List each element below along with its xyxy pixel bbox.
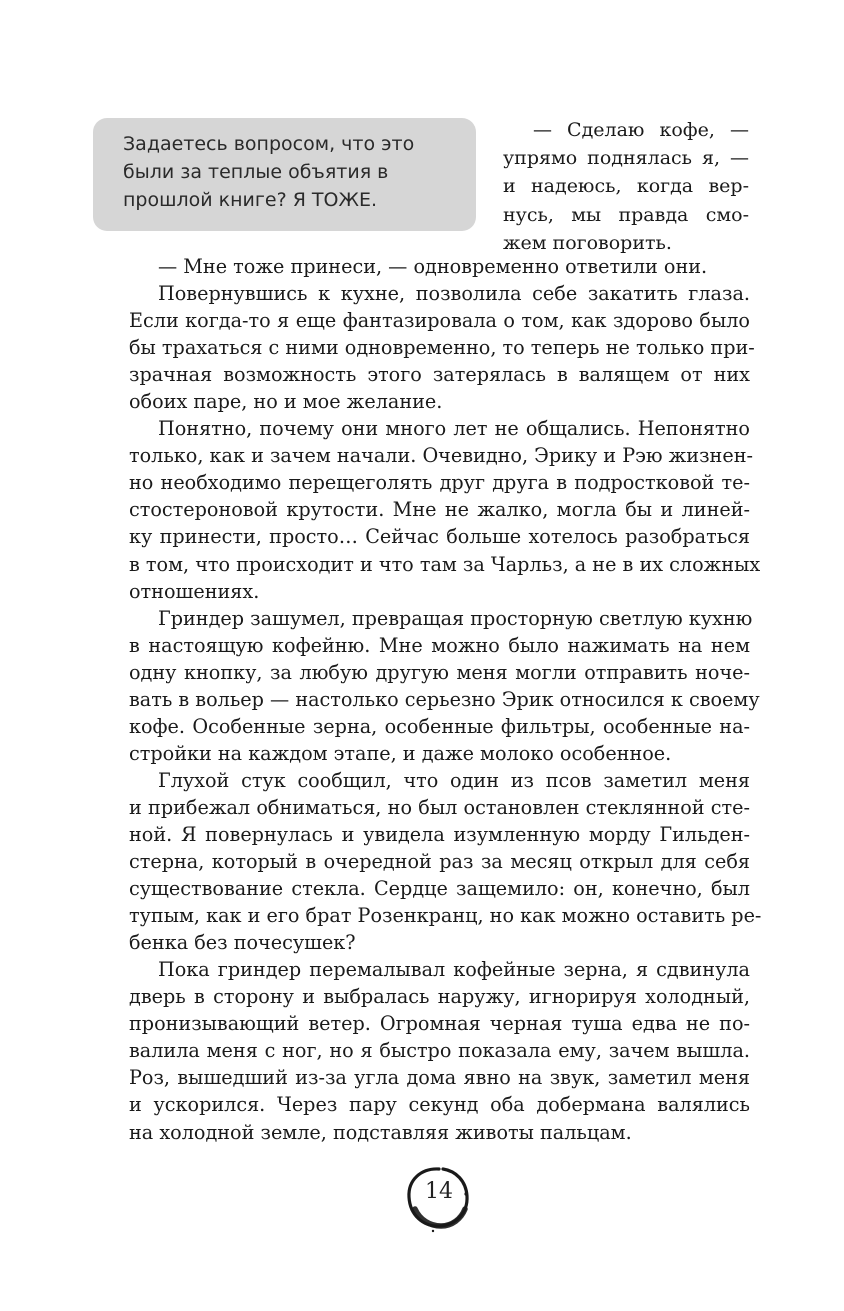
text-line: обоих паре, но и мое желание. — [129, 390, 443, 414]
paragraph — [129, 253, 750, 280]
text-line: существование стекла. Сердце защемило: он, конечно, был — [129, 877, 750, 901]
text-line: стерна, который в очередной раз за месяц открыл для себя — [129, 850, 750, 874]
text-line: Глухой стук сообщил, что один из псов заметил меня — [158, 768, 750, 792]
text-line: дверь в сторону и выбралась наружу, игнорируя холодный, — [129, 985, 750, 1009]
body-text — [129, 253, 762, 1146]
text-line: жем поговорить. — [503, 231, 672, 254]
text-line: нусь, мы правда смо- — [503, 203, 749, 226]
paragraph — [129, 956, 750, 1145]
text-line: только, как и зачем начали. Очевидно, Эрику и Рэю жизнен- — [129, 444, 753, 468]
text-line: кофе. Особенные зерна, особенные фильтры, особенные на- — [129, 714, 750, 738]
text-line: одну кнопку, за любую другую меня могли отправить ноче- — [129, 660, 750, 684]
sidebar-note — [93, 118, 476, 231]
side-column-text — [503, 116, 749, 257]
text-line: и ускорился. Через пару секунд оба добермана валялись — [129, 1093, 750, 1117]
text-line: — Мне тоже принеси, — одновременно ответили они. — [158, 255, 708, 278]
text-line: Гриндер зашумел, превращая просторную светлую кухню — [158, 606, 753, 630]
text-line: пронизывающий ветер. Огромная черная туша едва не по- — [129, 1012, 750, 1036]
paragraph — [129, 280, 755, 415]
text-line: Пока гриндер перемалывал кофейные зерна, я сдвинула — [158, 958, 750, 982]
text-line: валила меня с ног, но я быстро показала ему, зачем вышла. — [129, 1039, 750, 1063]
text-line: ной. Я повернулась и увидела изумленную морду Гильден- — [129, 822, 750, 846]
text-line: ку принести, просто… Сейчас больше хотелось разобраться — [129, 525, 750, 549]
text-line: в том, что происходит и что там за Чарльз, а не в их сложных — [129, 552, 761, 576]
text-line: на холодной земле, подставляя животы пальцам. — [129, 1120, 632, 1144]
paragraph — [129, 605, 760, 767]
text-line: Понятно, почему они много лет не общались. Непонятно — [158, 417, 750, 441]
text-line: Повернувшись к кухне, позволила себе закатить глаза. — [158, 282, 750, 306]
page-number — [403, 1163, 475, 1233]
text-line: в настоящую кофейню. Мне можно было нажимать на нем — [129, 633, 750, 657]
note-line: Задаетесь вопросом, что это — [123, 133, 415, 155]
page-number-text: 14 — [425, 1179, 453, 1204]
text-line: бы трахаться с ними одновременно, то теперь не только при- — [129, 336, 755, 360]
text-line: и прибежал обниматься, но был остановлен стеклянной сте- — [129, 795, 750, 819]
text-line: и надеюсь, когда вер- — [503, 175, 749, 198]
paragraph — [129, 415, 761, 604]
text-line: зрачная возможность этого затерялась в валящем от них — [129, 363, 750, 387]
note-line: были за теплые объятия в — [123, 161, 389, 183]
text-line: вать в вольер — настолько серьезно Эрик относился к своему — [129, 687, 760, 711]
text-line: бенка без почесушек? — [129, 931, 356, 955]
note-line: прошлой книге? Я ТОЖЕ. — [123, 189, 378, 211]
paragraph — [129, 767, 762, 956]
text-line: — Сделаю кофе, — — [533, 119, 749, 141]
text-line: тупым, как и его брат Розенкранц, но как можно оставить ре- — [129, 904, 762, 928]
text-line: но необходимо перещеголять друг друга в подростковой те- — [129, 471, 750, 495]
text-line: стройки на каждом этапе, и даже молоко особенное. — [129, 741, 672, 765]
text-line: упрямо поднялась я, — — [503, 147, 749, 170]
text-line: стостероновой крутости. Мне не жалко, могла бы и линей- — [129, 498, 750, 522]
text-line: отношениях. — [129, 579, 260, 603]
text-line: Если когда-то я еще фантазировала о том, как здорово было — [129, 309, 750, 333]
text-line: Роз, вышедший из-за угла дома явно на звук, заметил меня — [129, 1066, 750, 1090]
